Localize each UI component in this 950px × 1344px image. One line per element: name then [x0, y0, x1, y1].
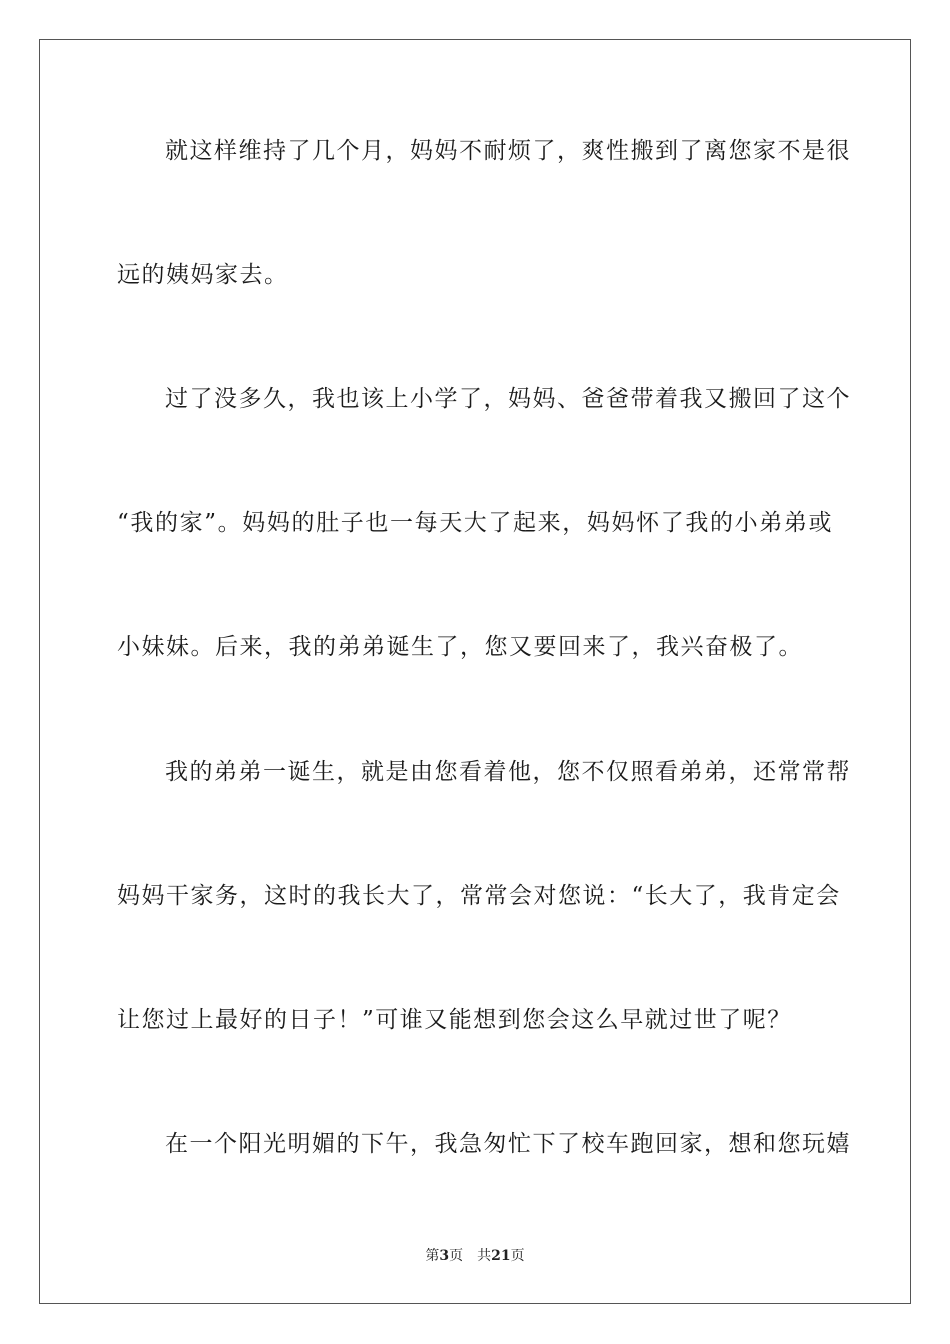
paragraph-line: 在一个阳光明媚的下午，我急匆忙下了校车跑回家，想和您玩嬉	[165, 1131, 851, 1157]
paragraph-line: 妈妈干家务，这时的我长大了，常常会对您说：“长大了，我肯定会	[117, 883, 841, 909]
page-suffix: 页	[449, 1248, 464, 1264]
paragraph-line: 让您过上最好的日子！”可谁又能想到您会这么早就过世了呢？	[117, 1007, 792, 1033]
page-border	[39, 39, 911, 1304]
total-pages: 21	[491, 1248, 511, 1264]
paragraph-line: 小妹妹。后来，我的弟弟诞生了，您又要回来了，我兴奋极了。	[117, 634, 803, 660]
paragraph-line: 就这样维持了几个月，妈妈不耐烦了，爽性搬到了离您家不是很	[165, 138, 851, 164]
total-suffix: 页	[510, 1248, 525, 1264]
paragraph-line: 过了没多久，我也该上小学了，妈妈、爸爸带着我又搬回了这个	[165, 386, 851, 412]
page-number: 3	[439, 1248, 450, 1264]
paragraph-line: 远的姨妈家去。	[117, 262, 289, 288]
paragraph-line: 我的弟弟一诞生，就是由您看着他，您不仅照看弟弟，还常常帮	[165, 759, 851, 785]
paragraph-line: “我的家”。妈妈的肚子也一每天大了起来，妈妈怀了我的小弟弟或	[117, 510, 833, 536]
page-prefix: 第	[425, 1248, 440, 1264]
page-footer	[0, 1247, 950, 1265]
total-prefix: 共	[477, 1248, 492, 1264]
